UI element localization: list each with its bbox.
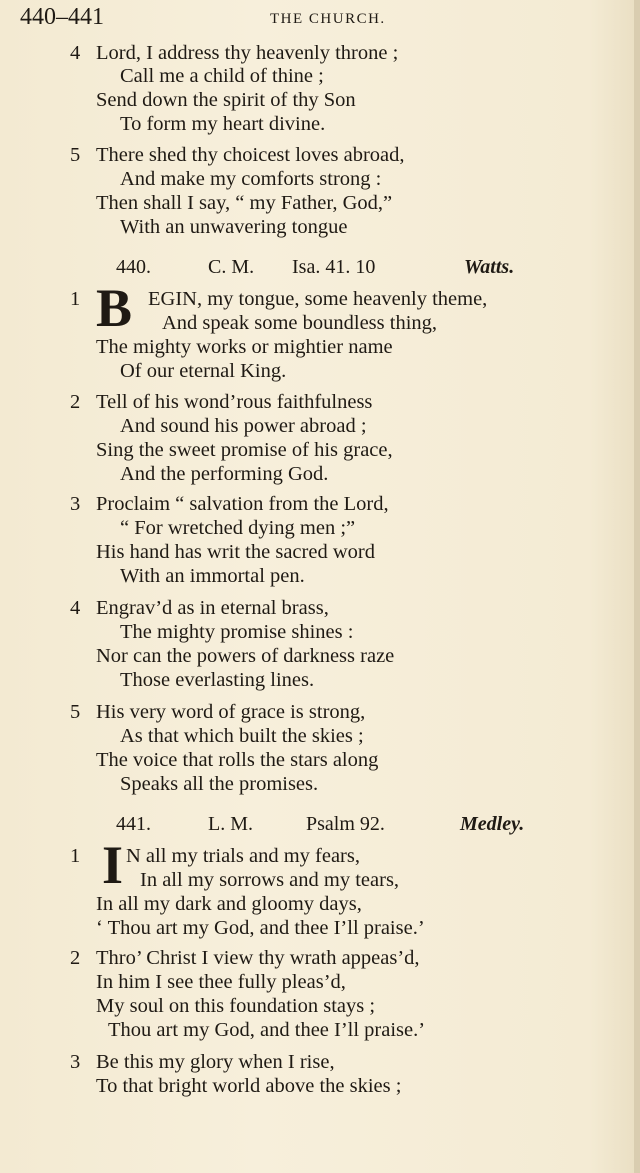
verse-line: With an unwavering tongue: [120, 216, 348, 238]
verse-line: Those everlasting lines.: [120, 669, 315, 691]
hymn-meter: L. M.: [208, 813, 253, 835]
hymn-meter: C. M.: [208, 256, 255, 278]
verse-line: In all my sorrows and my tears,: [140, 869, 400, 891]
page-header: [20, 4, 620, 30]
verse-line: And make my comforts strong :: [120, 168, 382, 190]
verse-number: 2: [70, 391, 81, 413]
verse-line: As that which built the skies ;: [120, 725, 364, 747]
verse-line: Be this my glory when I rise,: [96, 1051, 335, 1073]
verse-number: 1: [70, 845, 81, 867]
verse-number: 4: [70, 42, 81, 64]
verse-line: “ For wretched dying men ;”: [120, 517, 356, 539]
verse-line: In him I see thee fully pleas’d,: [96, 971, 346, 993]
running-title: THE CHURCH.: [270, 11, 386, 27]
hymn-heading: [0, 812, 640, 836]
drop-cap: B: [96, 278, 133, 338]
verse-line: His very word of grace is strong,: [96, 701, 366, 723]
verse-line: Call me a child of thine ;: [120, 65, 324, 87]
verse-number: 3: [70, 493, 81, 515]
hymn-composer: Medley.: [460, 813, 525, 835]
verse-line: Thro’ Christ I view thy wrath appeas’d,: [96, 947, 420, 969]
verse-line: Tell of his wond’rous faithfulness: [96, 391, 373, 413]
verse-line: My soul on this foundation stays ;: [96, 995, 376, 1017]
scripture-reference: Isa. 41. 10: [292, 256, 376, 278]
verse-line: To form my heart divine.: [120, 113, 326, 135]
hymn-number: 441.: [116, 813, 151, 835]
verse-line: There shed thy choicest loves abroad,: [96, 144, 405, 166]
verse-line: Lord, I address thy heavenly throne ;: [96, 42, 399, 64]
verse-line: Engrav’d as in eternal brass,: [96, 597, 329, 619]
verse-number: 2: [70, 947, 81, 969]
hymn-number: 440.: [116, 256, 151, 278]
hymn-heading: [0, 255, 640, 279]
verse-line: The mighty works or mightier name: [96, 336, 393, 358]
verse-line: Thou art my God, and thee I’ll praise.’: [108, 1019, 426, 1041]
verse-line: Sing the sweet promise of his grace,: [96, 439, 393, 461]
verse-line: In all my dark and gloomy days,: [96, 893, 362, 915]
verse-line: To that bright world above the skies ;: [96, 1075, 402, 1097]
verse-line: The voice that rolls the stars along: [96, 749, 379, 771]
verse-line: Of our eternal King.: [120, 360, 287, 382]
verse-line: EGIN, my tongue, some heavenly theme,: [148, 288, 488, 310]
verse-number: 5: [70, 144, 81, 166]
verse-line: Send down the spirit of thy Son: [96, 89, 356, 111]
verse-line: Nor can the powers of darkness raze: [96, 645, 395, 667]
drop-cap: I: [102, 835, 124, 895]
verse-number: 4: [70, 597, 81, 619]
page-gutter: [634, 0, 640, 1173]
verse-line: Speaks all the promises.: [120, 773, 319, 795]
verse-line: And sound his power abroad ;: [120, 415, 367, 437]
verse-number: 5: [70, 701, 81, 723]
verse-number: 3: [70, 1051, 81, 1073]
hymn-composer: Watts.: [464, 256, 515, 278]
verse-line: The mighty promise shines :: [120, 621, 354, 643]
verse-line: Proclaim “ salvation from the Lord,: [96, 493, 389, 515]
verse-line: N all my trials and my fears,: [126, 845, 360, 867]
verse-number: 1: [70, 288, 81, 310]
verse-line: Then shall I say, “ my Father, God,”: [96, 192, 393, 214]
page-number: 440–441: [20, 4, 104, 30]
verse-line: His hand has writ the sacred word: [96, 541, 375, 563]
scripture-reference: Psalm 92.: [306, 813, 385, 835]
verse-line: And the performing God.: [120, 463, 329, 485]
verse-line: And speak some boundless thing,: [162, 312, 438, 334]
verse-line: With an immortal pen.: [120, 565, 305, 587]
verse-line: ‘ Thou art my God, and thee I’ll praise.’: [96, 917, 425, 939]
